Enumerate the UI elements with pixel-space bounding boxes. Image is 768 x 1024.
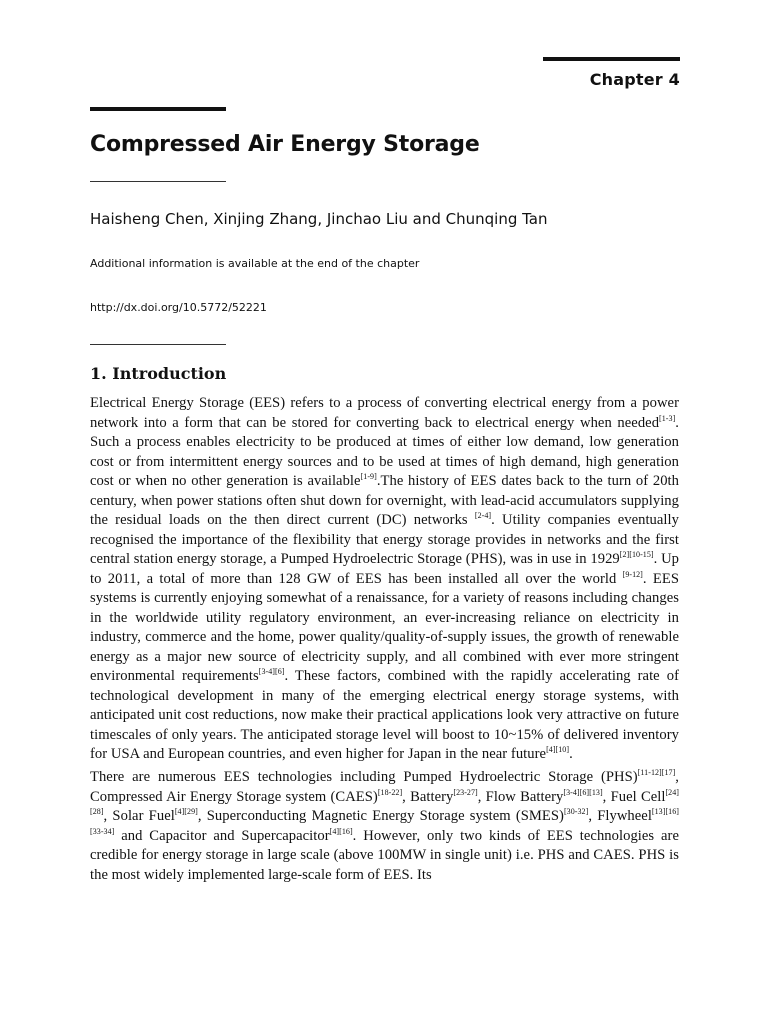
citation: [11-12][17] [637, 768, 676, 777]
citation: [4][29] [174, 807, 198, 816]
paragraph-text: , Superconducting Magnetic Energy Storage system (SMES) [197, 808, 564, 824]
paragraph-text: , Fuel Cell [602, 788, 666, 805]
title-bottom-rule [90, 181, 226, 182]
author-list: Haisheng Chen, Xinjing Zhang, Jinchao Liu and Chunqing Tan [90, 210, 548, 228]
citation: [2-4] [474, 511, 492, 520]
title-top-rule [90, 107, 226, 111]
paragraph-text: , Battery [402, 788, 454, 805]
paragraph-text: . [569, 746, 573, 762]
paragraph-text: , Compressed Air Energy Storage system (CAES) [90, 769, 679, 805]
additional-info-note: Additional information is available at the end of the chapter [90, 257, 420, 270]
paragraph-text: , Flow Battery [477, 788, 564, 805]
citation: [3-4][6][13] [563, 787, 603, 797]
intro-paragraph-2 [90, 768, 679, 885]
section-divider-rule [90, 344, 226, 345]
citation: [24][28] [90, 787, 679, 816]
citation: [1-9] [360, 472, 377, 481]
doi-link[interactable]: http://dx.doi.org/10.5772/52221 [90, 301, 267, 314]
citation: [18-22] [377, 787, 403, 797]
citation: [2][10-15] [619, 550, 654, 559]
paragraph-text: . Such a process enables electricity to be produced at times of either low demand, low generation cost or from intermittent energy sources and to be used at times of high demand, high generation cost or when no other generation is available [90, 414, 679, 489]
intro-paragraph-1 [90, 394, 679, 765]
section-heading: 1. Introduction [90, 364, 227, 383]
paragraph-text: . However, only two kinds of EES technologies are credible for energy storage in large scale (above 100MW in single unit) i.e. PHS and CAES. PHS is the most widely implemented large-scale form of EES. Its [90, 827, 679, 883]
paragraph-text: There are numerous EES technologies including Pumped Hydroelectric Storage (PHS) [90, 769, 638, 785]
paragraph-text: Electrical Energy Storage (EES) refers to a process of converting electrical energy from a power network into a form that can be stored for converting back to electrical energy when needed [90, 395, 679, 431]
citation: [3-4][6] [258, 667, 285, 676]
chapter-label: Chapter 4 [589, 70, 680, 89]
paragraph-text: , Flywheel [588, 808, 652, 824]
paragraph-text: .The history of EES dates back to the turn of 20th century, when power stations often shut down for overnight, with lead-acid accumulators supplying the residual loads on the then direct current (DC) networks [90, 473, 679, 528]
chapter-title: Compressed Air Energy Storage [90, 132, 480, 157]
paragraph-text: and Capacitor and Supercapacitor [114, 827, 330, 844]
paragraph-text: . EES systems is currently enjoying somewhat of a renaissance, for a variety of reasons including changes in the worldwide utility regulatory environment, an ever-increasing reliance on electricity in industry, commerce and the home, power quality/quality-of-supply issues, the growth of renewable energy as a major new source of electricity supply, and all combined with ever more stringent environmental requirements [90, 570, 679, 684]
chapter-rule [543, 57, 680, 61]
citation: [1-3] [659, 413, 676, 423]
citation: [4][16] [329, 826, 353, 836]
paragraph-text: . These factors, combined with the rapidly accelerating rate of technological development in many of the emerging electrical energy storage systems, with anticipated unit cost reductions, now make their practical applications look very attractive on future timescales of only years. The anticipated storage level will boost to 10~15% of delivered inventory for USA and European countries, and even higher for Japan in the near future [90, 668, 679, 762]
citation: [30-32] [563, 807, 589, 816]
citation: [4][10] [546, 745, 570, 754]
citation: [9-12] [622, 569, 643, 579]
paragraph-text: . Utility companies eventually recognised the importance of the flexibility that energy storage provides in networks and the first central station energy storage, a Pumped Hydroelectric Storage (PHS), was in use in 1929 [90, 512, 679, 567]
citation: [13][16][33-34] [90, 807, 679, 836]
paragraph-text: . Up to 2011, a total of more than 128 GW of EES has been installed all over the world [90, 551, 680, 587]
citation: [23-27] [453, 787, 478, 797]
paragraph-text: , Solar Fuel [103, 808, 175, 824]
